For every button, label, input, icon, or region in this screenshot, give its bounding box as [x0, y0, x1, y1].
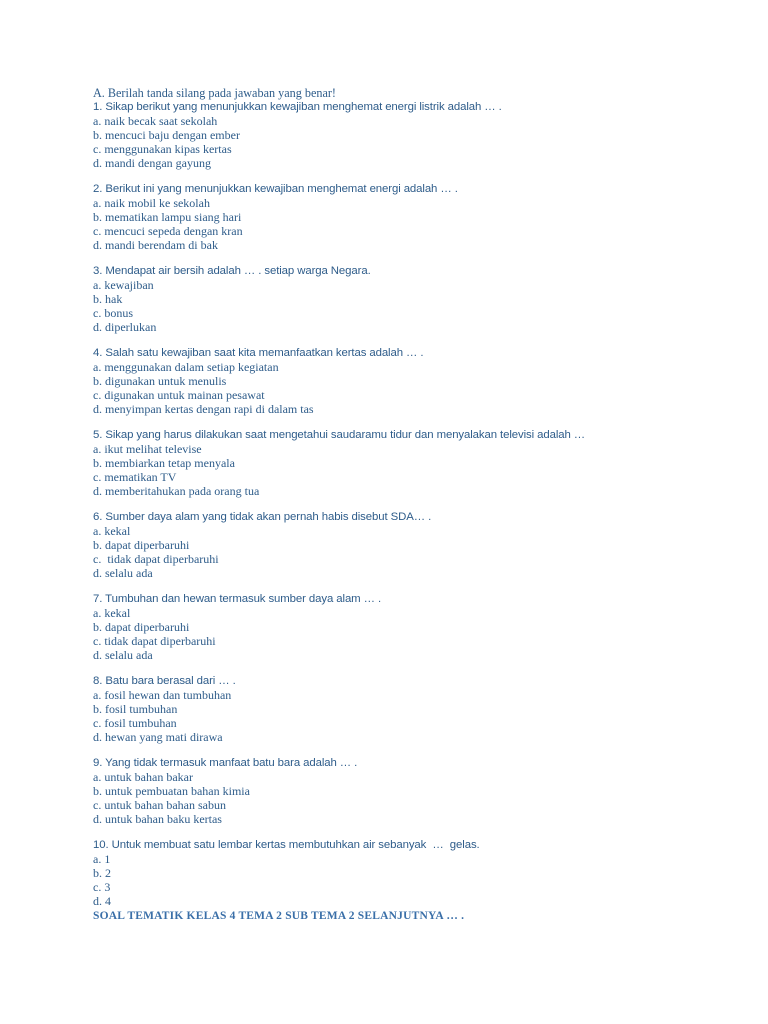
option-list [93, 852, 733, 908]
answer-option: d. hewan yang mati dirawa [93, 730, 223, 744]
answer-option: d. selalu ada [93, 648, 153, 662]
answer-option: d. 4 [93, 894, 111, 908]
option-list [93, 278, 733, 334]
answer-option: d. mandi berendam di bak [93, 238, 218, 252]
option-list [93, 196, 733, 252]
answer-option: c. untuk bahan bahan sabun [93, 798, 226, 812]
answer-option: c. 3 [93, 880, 111, 894]
answer-option: b. digunakan untuk menulis [93, 374, 227, 388]
option-list [93, 114, 733, 170]
answer-option: b. 2 [93, 866, 111, 880]
question-text: 3. Mendapat air bersih adalah … . setiap warga Negara. [93, 265, 371, 277]
question-text: 4. Salah satu kewajiban saat kita memanfaatkan kertas adalah … . [93, 347, 424, 359]
question-text: 10. Untuk membuat satu lembar kertas membutuhkan air sebanyak … gelas. [93, 839, 480, 851]
answer-option: c. bonus [93, 306, 133, 320]
answer-option: b. hak [93, 292, 123, 306]
answer-option: c. tidak dapat diperbaruhi [93, 634, 216, 648]
question-text: 1. Sikap berikut yang menunjukkan kewajiban menghemat energi listrik adalah … . [93, 101, 502, 113]
answer-option: d. untuk bahan baku kertas [93, 812, 222, 826]
answer-option: d. selalu ada [93, 566, 153, 580]
question-6 [93, 510, 733, 580]
answer-option: c. digunakan untuk mainan pesawat [93, 388, 265, 402]
answer-option: a. naik becak saat sekolah [93, 114, 218, 128]
document-body [93, 86, 733, 920]
question-5 [93, 428, 733, 498]
question-list [93, 100, 733, 908]
question-2 [93, 182, 733, 252]
option-list [93, 524, 733, 580]
answer-option: d. diperlukan [93, 320, 157, 334]
answer-option: a. untuk bahan bakar [93, 770, 193, 784]
question-text: 6. Sumber daya alam yang tidak akan pernah habis disebut SDA… . [93, 511, 432, 523]
answer-option: c. mencuci sepeda dengan kran [93, 224, 243, 238]
option-list [93, 606, 733, 662]
answer-option: b. fosil tumbuhan [93, 702, 178, 716]
answer-option: c. tidak dapat diperbaruhi [93, 552, 219, 566]
answer-option: b. dapat diperbaruhi [93, 620, 190, 634]
question-text: 7. Tumbuhan dan hewan termasuk sumber daya alam … . [93, 593, 382, 605]
option-list [93, 360, 733, 416]
footer-next-link: SOAL TEMATIK KELAS 4 TEMA 2 SUB TEMA 2 SELANJUTNYA … . [93, 910, 465, 922]
answer-option: a. kekal [93, 524, 131, 538]
answer-option: b. mematikan lampu siang hari [93, 210, 242, 224]
question-3 [93, 264, 733, 334]
question-text: 5. Sikap yang harus dilakukan saat mengetahui saudaramu tidur dan menyalakan televisi adalah … [93, 429, 586, 441]
answer-option: c. mematikan TV [93, 470, 177, 484]
question-text: 9. Yang tidak termasuk manfaat batu bara adalah … . [93, 757, 358, 769]
answer-option: a. menggunakan dalam setiap kegiatan [93, 360, 279, 374]
question-9 [93, 756, 733, 826]
question-1 [93, 100, 733, 170]
answer-option: b. mencuci baju dengan ember [93, 128, 240, 142]
question-text: 2. Berikut ini yang menunjukkan kewajiban menghemat energi adalah … . [93, 183, 458, 195]
answer-option: a. 1 [93, 852, 111, 866]
question-7 [93, 592, 733, 662]
answer-option: c. fosil tumbuhan [93, 716, 177, 730]
question-8 [93, 674, 733, 744]
option-list [93, 442, 733, 498]
answer-option: a. ikut melihat televise [93, 442, 202, 456]
answer-option: d. menyimpan kertas dengan rapi di dalam tas [93, 402, 314, 416]
answer-option: b. dapat diperbaruhi [93, 538, 190, 552]
answer-option: a. fosil hewan dan tumbuhan [93, 688, 232, 702]
option-list [93, 688, 733, 744]
instruction-heading: A. Berilah tanda silang pada jawaban yang benar! [93, 86, 336, 100]
answer-option: d. memberitahukan pada orang tua [93, 484, 260, 498]
question-4 [93, 346, 733, 416]
answer-option: b. untuk pembuatan bahan kimia [93, 784, 250, 798]
option-list [93, 770, 733, 826]
answer-option: d. mandi dengan gayung [93, 156, 211, 170]
question-10 [93, 838, 733, 908]
answer-option: a. kewajiban [93, 278, 154, 292]
answer-option: a. naik mobil ke sekolah [93, 196, 210, 210]
answer-option: c. menggunakan kipas kertas [93, 142, 232, 156]
question-text: 8. Batu bara berasal dari … . [93, 675, 236, 687]
answer-option: b. membiarkan tetap menyala [93, 456, 235, 470]
answer-option: a. kekal [93, 606, 131, 620]
